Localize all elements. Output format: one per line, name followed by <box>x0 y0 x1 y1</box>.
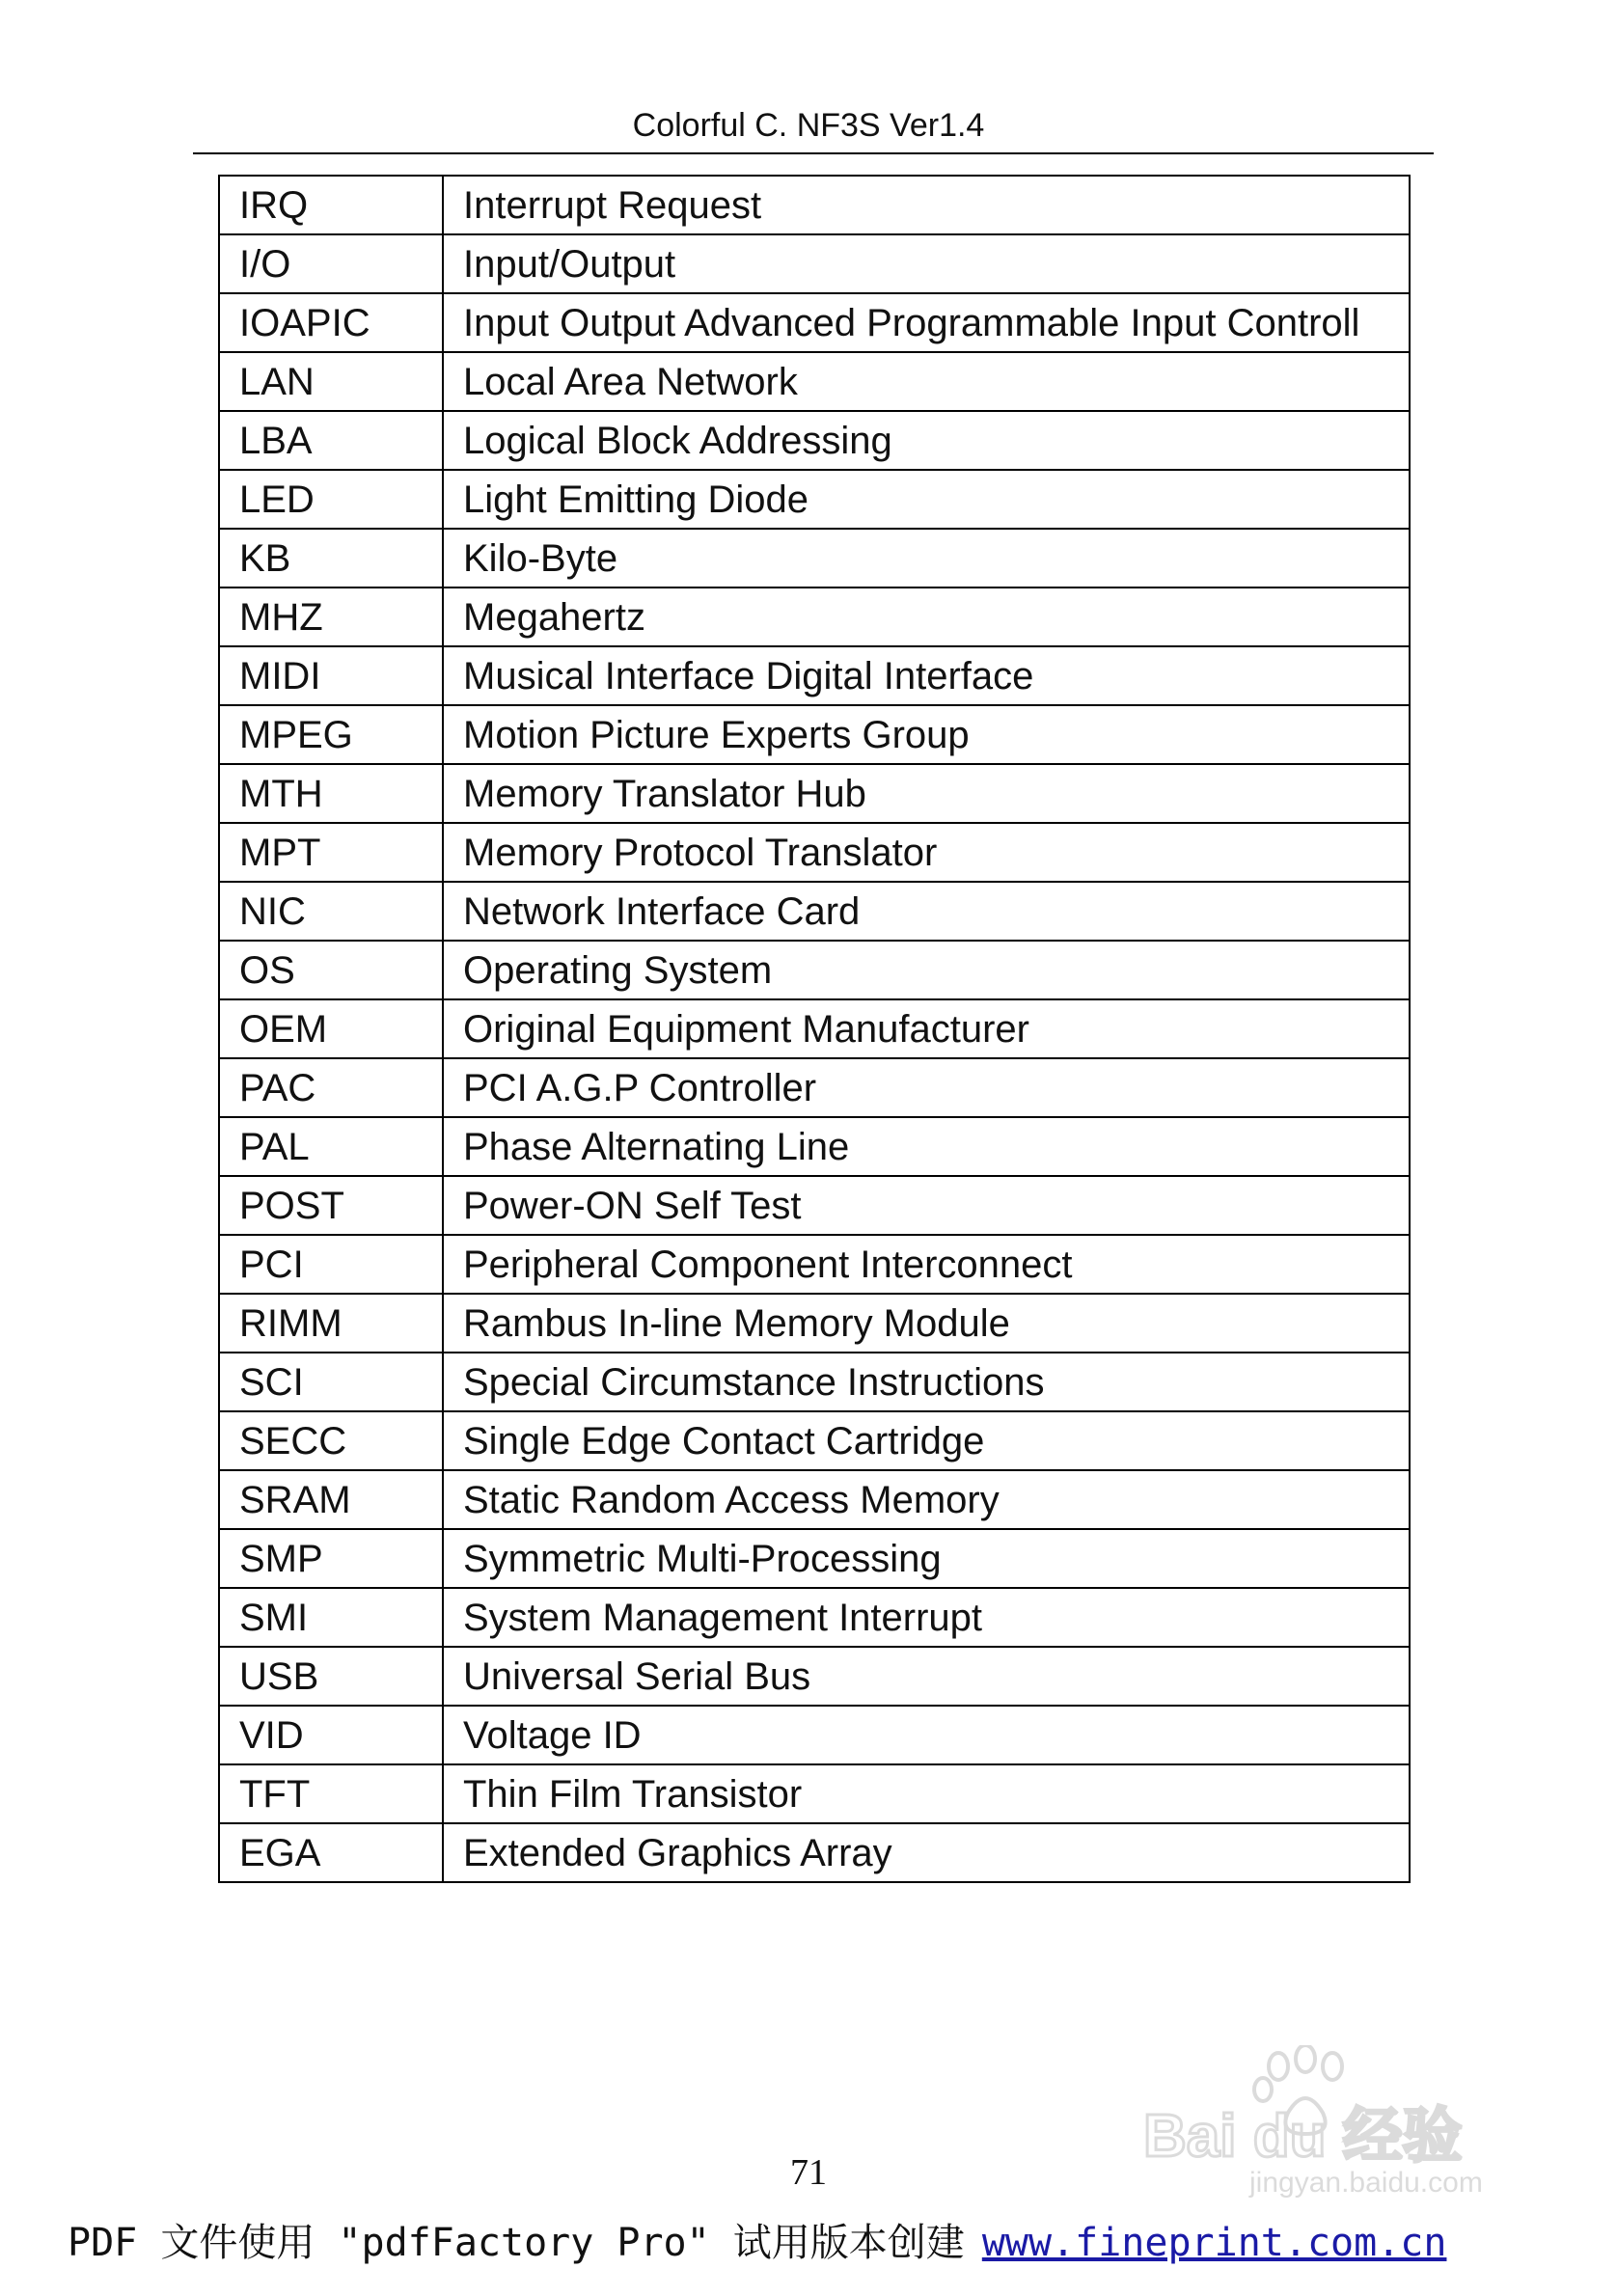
table-row <box>219 823 1410 882</box>
table-row <box>219 705 1410 764</box>
meaning-cell: System Management Interrupt <box>443 1588 1410 1647</box>
abbreviation-cell: OEM <box>219 999 443 1058</box>
table-row <box>219 588 1410 646</box>
meaning-cell: Megahertz <box>443 588 1410 646</box>
table-row <box>219 1117 1410 1176</box>
table-row <box>219 941 1410 999</box>
table-row <box>219 352 1410 411</box>
meaning-cell: Original Equipment Manufacturer <box>443 999 1410 1058</box>
meaning-cell: Logical Block Addressing <box>443 411 1410 470</box>
meaning-cell: Motion Picture Experts Group <box>443 705 1410 764</box>
page-number: 71 <box>790 2152 827 2193</box>
meaning-cell: Rambus In-line Memory Module <box>443 1294 1410 1353</box>
table-row <box>219 1176 1410 1235</box>
abbreviation-cell: LED <box>219 470 443 529</box>
table-row <box>219 1235 1410 1294</box>
abbreviation-cell: MHZ <box>219 588 443 646</box>
table-row <box>219 1706 1410 1764</box>
meaning-cell: Symmetric Multi-Processing <box>443 1529 1410 1588</box>
watermark-brand: Bai du 经验 <box>1143 2103 1463 2170</box>
meaning-cell: Static Random Access Memory <box>443 1470 1410 1529</box>
table-row <box>219 646 1410 705</box>
abbreviation-cell: MTH <box>219 764 443 823</box>
abbreviation-cell: IOAPIC <box>219 293 443 352</box>
table-row <box>219 1823 1410 1882</box>
watermark-url: jingyan.baidu.com <box>1249 2167 1483 2199</box>
meaning-cell: Memory Translator Hub <box>443 764 1410 823</box>
abbreviation-cell: PAC <box>219 1058 443 1117</box>
abbreviation-cell: MPT <box>219 823 443 882</box>
table-row <box>219 234 1410 293</box>
table-row <box>219 1588 1410 1647</box>
page-header: Colorful C. NF3S Ver1.4 <box>632 107 985 144</box>
abbreviation-cell: EGA <box>219 1823 443 1882</box>
abbreviation-cell: NIC <box>219 882 443 941</box>
meaning-cell: Power-ON Self Test <box>443 1176 1410 1235</box>
abbreviation-cell: IRQ <box>219 176 443 234</box>
meaning-cell: Special Circumstance Instructions <box>443 1353 1410 1411</box>
pdf-footer-banner <box>68 2219 1553 2267</box>
baidu-watermark <box>1143 2045 1548 2200</box>
meaning-cell: Extended Graphics Array <box>443 1823 1410 1882</box>
meaning-cell: Kilo-Byte <box>443 529 1410 588</box>
glossary-body <box>219 176 1410 1882</box>
meaning-cell: Single Edge Contact Cartridge <box>443 1411 1410 1470</box>
table-row <box>219 411 1410 470</box>
meaning-cell: Interrupt Request <box>443 176 1410 234</box>
abbreviation-cell: SMP <box>219 1529 443 1588</box>
meaning-cell: Phase Alternating Line <box>443 1117 1410 1176</box>
meaning-cell: Input Output Advanced Programmable Input Controll <box>443 293 1410 352</box>
table-row <box>219 764 1410 823</box>
abbreviation-cell: POST <box>219 1176 443 1235</box>
abbreviation-cell: OS <box>219 941 443 999</box>
abbreviation-cell: VID <box>219 1706 443 1764</box>
table-row <box>219 176 1410 234</box>
abbreviation-cell: PAL <box>219 1117 443 1176</box>
glossary-table <box>218 175 1411 1883</box>
table-row <box>219 1470 1410 1529</box>
table-row <box>219 529 1410 588</box>
meaning-cell: Operating System <box>443 941 1410 999</box>
abbreviation-cell: RIMM <box>219 1294 443 1353</box>
meaning-cell: Universal Serial Bus <box>443 1647 1410 1706</box>
table-row <box>219 470 1410 529</box>
abbreviation-cell: LBA <box>219 411 443 470</box>
table-row <box>219 293 1410 352</box>
abbreviation-cell: USB <box>219 1647 443 1706</box>
abbreviation-cell: MPEG <box>219 705 443 764</box>
meaning-cell: Peripheral Component Interconnect <box>443 1235 1410 1294</box>
table-row <box>219 1294 1410 1353</box>
abbreviation-cell: MIDI <box>219 646 443 705</box>
table-row <box>219 1058 1410 1117</box>
meaning-cell: Local Area Network <box>443 352 1410 411</box>
table-row <box>219 1411 1410 1470</box>
table-row <box>219 1764 1410 1823</box>
abbreviation-cell: TFT <box>219 1764 443 1823</box>
table-row <box>219 999 1410 1058</box>
abbreviation-cell: LAN <box>219 352 443 411</box>
baidu-paw-icon <box>1143 2045 1548 2200</box>
meaning-cell: Network Interface Card <box>443 882 1410 941</box>
table-row <box>219 882 1410 941</box>
abbreviation-cell: SMI <box>219 1588 443 1647</box>
footer-text: PDF 文件使用 "pdfFactory Pro" 试用版本创建 <box>68 2221 965 2265</box>
abbreviation-cell: I/O <box>219 234 443 293</box>
meaning-cell: Thin Film Transistor <box>443 1764 1410 1823</box>
meaning-cell: Musical Interface Digital Interface <box>443 646 1410 705</box>
abbreviation-cell: PCI <box>219 1235 443 1294</box>
meaning-cell: Memory Protocol Translator <box>443 823 1410 882</box>
abbreviation-cell: KB <box>219 529 443 588</box>
meaning-cell: Input/Output <box>443 234 1410 293</box>
header-divider <box>193 152 1434 154</box>
footer-link[interactable]: www.fineprint.com.cn <box>981 2221 1447 2265</box>
table-row <box>219 1529 1410 1588</box>
abbreviation-cell: SCI <box>219 1353 443 1411</box>
meaning-cell: Light Emitting Diode <box>443 470 1410 529</box>
abbreviation-cell: SRAM <box>219 1470 443 1529</box>
meaning-cell: Voltage ID <box>443 1706 1410 1764</box>
meaning-cell: PCI A.G.P Controller <box>443 1058 1410 1117</box>
table-row <box>219 1353 1410 1411</box>
table-row <box>219 1647 1410 1706</box>
abbreviation-cell: SECC <box>219 1411 443 1470</box>
